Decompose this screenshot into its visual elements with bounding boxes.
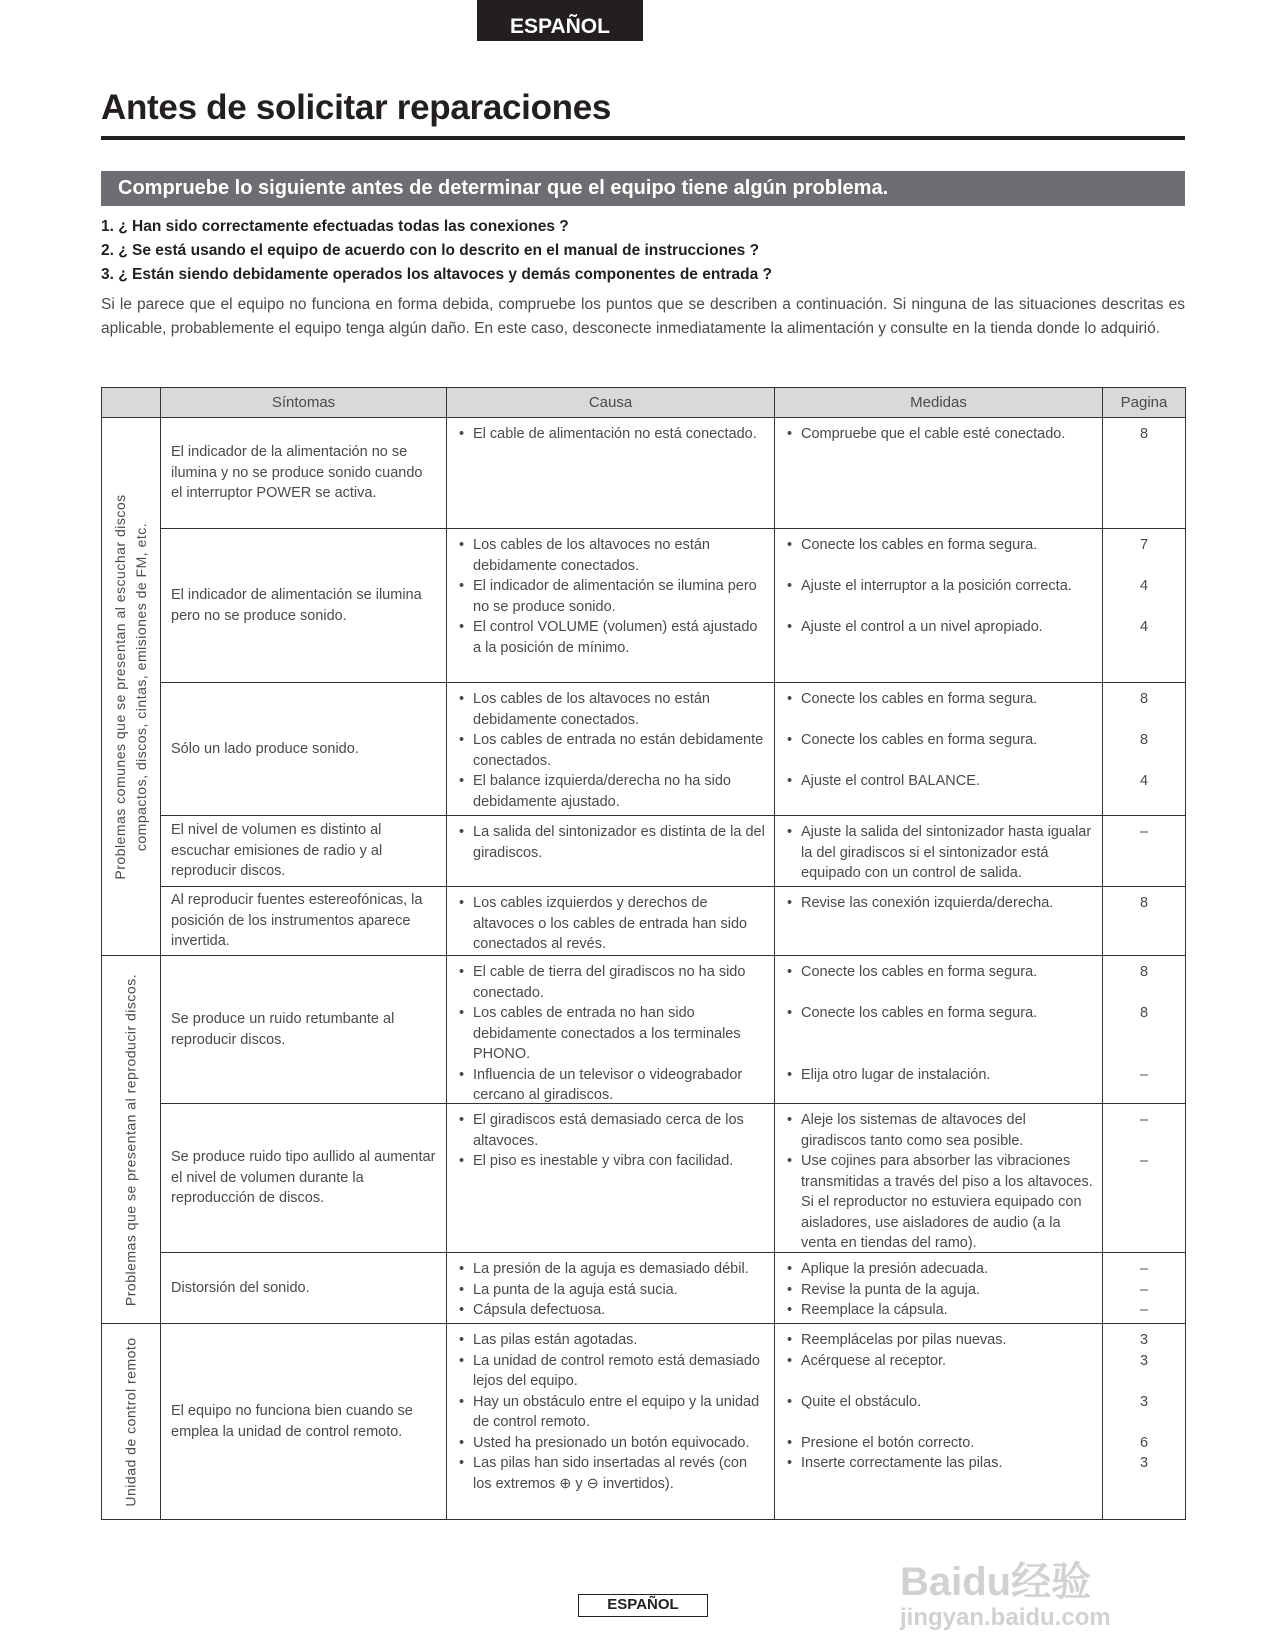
cause-text: Los cables de entrada no han sido debidamente conectados a los terminales PHONO. (473, 1005, 741, 1062)
causes-measures-cell (447, 1324, 1186, 1520)
cause-text: Cápsula defectuosa. (473, 1302, 606, 1318)
bullet-icon: • (787, 691, 793, 707)
watermark-url: jingyan.baidu.com (900, 1604, 1111, 1631)
page-number: 4 (1139, 773, 1149, 789)
causes-measures-cell (447, 1104, 1186, 1253)
troubleshooting-table (101, 387, 1186, 1520)
causes-measures-cell (447, 418, 1186, 529)
measure-item (775, 956, 1103, 1003)
bullet-icon: • (787, 895, 793, 911)
intro-paragraph: Si le parece que el equipo no funciona en forma debida, compruebe los puntos que se describen a continuación. Si ninguna de las situaciones descritas es aplicable, probablemente el equipo tenga algún daño. En este caso, desconecte inmediatamente la alimentación y consulte en la tienda donde lo adquirió. (101, 296, 1185, 337)
measure-text: Conecte los cables en forma segura. (801, 964, 1038, 980)
bullet-icon: • (459, 824, 465, 840)
cause-bullet-item (459, 962, 766, 1003)
measure-item (775, 1392, 1103, 1433)
measure-text: Acérquese al receptor. (801, 1352, 947, 1369)
causes-measures-grid (447, 683, 1185, 815)
bullet-icon: • (787, 1352, 793, 1369)
causes-measures-grid (447, 1104, 1185, 1252)
cause-item (447, 529, 775, 576)
bullet-icon: • (787, 1261, 793, 1277)
symptom-cell: Al reproducir fuentes estereofónicas, la posición de los instrumentos aparece invertida. (161, 887, 447, 956)
bullet-icon: • (459, 537, 465, 553)
symptom-cell: Distorsión del sonido. (161, 1253, 447, 1324)
table-row (102, 1253, 1186, 1324)
cell-clip (447, 1324, 1185, 1519)
measure-text: Ajuste el control BALANCE. (801, 773, 980, 789)
cause-text: Hay un obstáculo entre el equipo y la unidad de control remoto. (473, 1393, 760, 1430)
measure-text: Presione el botón correcto. (801, 1434, 975, 1451)
bullet-icon: • (787, 732, 793, 748)
cell-clip (447, 1104, 1185, 1252)
cause-text: Las pilas están agotadas. (473, 1332, 638, 1348)
measure-text: Quite el obstáculo. (801, 1393, 922, 1410)
cause-bullet-item (459, 1453, 766, 1494)
measure-item (775, 1324, 1103, 1351)
group-label: Problemas que se presentan al reproducir discos. (122, 973, 139, 1306)
cause-item (447, 1300, 775, 1323)
cause-bullet-item (459, 893, 766, 955)
measure-item (775, 730, 1103, 771)
cause-item (447, 617, 775, 682)
bullet-icon: • (787, 1112, 793, 1128)
bullet-icon: • (787, 1434, 793, 1451)
measure-item (775, 1280, 1103, 1301)
cause-bullet-item (459, 730, 766, 771)
cause-bullet-item (459, 1351, 766, 1392)
cause-text: El control VOLUME (volumen) está ajustado a la posición de mínimo. (473, 619, 758, 656)
page-number: 4 (1139, 578, 1149, 594)
cause-bullet-item (459, 822, 766, 863)
measure-bullet-item (787, 1065, 1094, 1086)
measure-bullet-item (787, 822, 1094, 884)
symptom-cell: Se produce un ruido retumbante al reproducir discos. (161, 956, 447, 1104)
measure-bullet-item (787, 535, 1094, 556)
footer-language-label: ESPAÑOL (578, 1594, 708, 1617)
page-number: – (1139, 824, 1149, 840)
cause-item (447, 816, 775, 886)
bullet-icon: • (459, 1332, 465, 1348)
bullet-icon: • (787, 1153, 793, 1169)
causes-measures-cell (447, 529, 1186, 683)
bullet-icon: • (459, 1352, 465, 1369)
group-label-cell (102, 418, 161, 956)
causes-measures-grid (447, 1253, 1185, 1323)
bullet-icon: • (459, 426, 465, 442)
cause-item (447, 887, 775, 955)
cause-item (447, 730, 775, 771)
measure-bullet-item (787, 1330, 1094, 1351)
bullet-icon: • (459, 732, 465, 748)
cause-item (447, 1104, 775, 1151)
cause-item (447, 1003, 775, 1065)
cause-bullet-item (459, 1259, 766, 1280)
causes-measures-grid (447, 816, 1185, 886)
symptom-cell: Se produce ruido tipo aullido al aumentar el nivel de volumen durante la reproducción de discos. (161, 1104, 447, 1253)
measure-bullet-item (787, 1351, 1094, 1372)
cause-bullet-item (459, 424, 766, 445)
cause-item (447, 1253, 775, 1280)
cell-clip (447, 1253, 1185, 1323)
cause-bullet-item (459, 576, 766, 617)
cause-item (447, 576, 775, 617)
bullet-icon: • (787, 824, 793, 840)
measure-bullet-item (787, 1151, 1094, 1252)
group-label-cell (102, 956, 161, 1324)
causes-measures-cell (447, 1253, 1186, 1324)
header-page: Pagina (1103, 388, 1186, 418)
causes-measures-cell (447, 683, 1186, 816)
page-number: 8 (1139, 691, 1149, 707)
measure-item (775, 1003, 1103, 1065)
measure-item (775, 1253, 1103, 1280)
cause-text: Los cables de los altavoces no están debidamente conectados. (473, 537, 710, 574)
measure-item (775, 1433, 1103, 1454)
measure-item (775, 1300, 1103, 1323)
cause-bullet-item (459, 1330, 766, 1351)
bullet-icon: • (459, 964, 465, 980)
cause-bullet-item (459, 1110, 766, 1151)
cause-bullet-item (459, 1280, 766, 1301)
causes-measures-cell (447, 887, 1186, 956)
cause-item (447, 418, 775, 528)
cause-text: La unidad de control remoto está demasiado lejos del equipo. (473, 1352, 760, 1389)
measure-bullet-item (787, 424, 1094, 445)
bullet-icon: • (787, 1332, 793, 1348)
measure-text: Conecte los cables en forma segura. (801, 537, 1038, 553)
cause-item (447, 1324, 775, 1351)
page-number: – (1139, 1066, 1149, 1083)
measure-item (775, 529, 1103, 576)
cell-clip (447, 887, 1185, 955)
cause-item (447, 1351, 775, 1392)
page-number: – (1139, 1153, 1149, 1169)
page-number: – (1139, 1261, 1149, 1277)
symptom-cell: El nivel de volumen es distinto al escuchar emisiones de radio y al reproducir discos. (161, 816, 447, 887)
language-tab-label: ESPAÑOL (510, 15, 610, 38)
language-tab (477, 0, 643, 41)
cause-item (447, 956, 775, 1003)
causes-measures-grid (447, 418, 1185, 528)
bullet-icon: • (459, 773, 465, 789)
page-number: 8 (1139, 895, 1149, 911)
measure-text: Conecte los cables en forma segura. (801, 691, 1038, 707)
measure-bullet-item (787, 1300, 1094, 1321)
header-group (102, 388, 161, 418)
page-number: 8 (1139, 426, 1149, 442)
measure-bullet-item (787, 1259, 1094, 1280)
cause-item (447, 1453, 775, 1519)
cause-text: Los cables izquierdos y derechos de altavoces o los cables de entrada han sido conectados al revés. (473, 895, 748, 952)
measure-item (775, 418, 1103, 528)
symptom-cell: Sólo un lado produce sonido. (161, 683, 447, 816)
measure-item (775, 1351, 1103, 1392)
bullet-icon: • (459, 691, 465, 707)
bullet-icon: • (459, 895, 465, 911)
cause-text: La presión de la aguja es demasiado débil. (473, 1261, 749, 1277)
cause-item (447, 1433, 775, 1454)
cause-text: El piso es inestable y vibra con facilidad. (473, 1153, 734, 1169)
measure-text: Compruebe que el cable esté conectado. (801, 426, 1066, 442)
cause-item (447, 1392, 775, 1433)
bullet-icon: • (459, 1261, 465, 1277)
cause-text: Las pilas han sido insertadas al revés (con los extremos ⊕ y ⊖ invertidos). (473, 1455, 748, 1492)
page-number: – (1139, 1281, 1149, 1298)
measure-item (775, 887, 1103, 955)
table-row (102, 887, 1186, 956)
measure-text: Use cojines para absorber las vibraciones transmitidas a través del piso a los altavoces. Si el reproductor no estuviera equipado con aisladores, use aisladores de audio (a la venta en tiendas del ramo). (801, 1153, 1093, 1251)
cell-clip (447, 683, 1185, 815)
page-number: 8 (1139, 732, 1149, 748)
cell-clip (447, 418, 1185, 528)
bullet-icon: • (459, 1112, 465, 1128)
bullet-icon: • (787, 1393, 793, 1410)
cause-text: Usted ha presionado un botón equivocado. (473, 1434, 750, 1451)
measure-item (775, 617, 1103, 682)
page-number: 8 (1139, 964, 1149, 980)
measure-bullet-item (787, 617, 1094, 638)
section-banner: Compruebe lo siguiente antes de determinar que el equipo tiene algún problema. (101, 171, 1185, 206)
measure-text: Reemplácelas por pilas nuevas. (801, 1332, 1007, 1348)
header-symptoms: Síntomas (161, 388, 447, 418)
header-cause: Causa (447, 388, 775, 418)
causes-measures-grid (447, 887, 1185, 955)
measure-item (775, 816, 1103, 886)
cause-bullet-item (459, 771, 766, 812)
table-row (102, 683, 1186, 816)
measure-bullet-item (787, 730, 1094, 751)
cause-item (447, 1065, 775, 1104)
bullet-icon: • (787, 1281, 793, 1298)
bullet-icon: • (787, 964, 793, 980)
cause-text: Influencia de un televisor o videograbador cercano al giradiscos. (473, 1066, 743, 1103)
check-item: 3. ¿ Están siendo debidamente operados los altavoces y demás componentes de entrada ? (101, 266, 773, 283)
cause-bullet-item (459, 1300, 766, 1321)
bullet-icon: • (787, 537, 793, 553)
page-number: 3 (1139, 1352, 1149, 1369)
measure-text: Aleje los sistemas de altavoces del giradiscos tanto como sea posible. (801, 1112, 1026, 1149)
bullet-icon: • (459, 619, 465, 635)
bullet-icon: • (787, 1455, 793, 1471)
measure-text: Reemplace la cápsula. (801, 1302, 948, 1318)
group-label-cell (102, 1324, 161, 1520)
measure-text: Inserte correctamente las pilas. (801, 1455, 1003, 1471)
measure-item (775, 1453, 1103, 1519)
table-row (102, 418, 1186, 529)
measure-item (775, 683, 1103, 730)
cause-bullet-item (459, 1065, 766, 1104)
page-number: 3 (1139, 1393, 1149, 1410)
bullet-icon: • (787, 1302, 793, 1318)
bullet-icon: • (459, 1281, 465, 1298)
measure-item (775, 576, 1103, 617)
table-row (102, 956, 1186, 1104)
measure-item (775, 771, 1103, 815)
bullet-icon: • (787, 1005, 793, 1021)
cause-bullet-item (459, 1151, 766, 1172)
measure-text: Ajuste el control a un nivel apropiado. (801, 619, 1043, 635)
page-title: Antes de solicitar reparaciones (101, 88, 612, 127)
table-row (102, 529, 1186, 683)
measure-bullet-item (787, 1453, 1094, 1474)
bullet-icon: • (459, 1153, 465, 1169)
group-label: Unidad de control remoto (122, 1336, 139, 1507)
cause-text: El cable de alimentación no está conectado. (473, 426, 757, 442)
table-row (102, 816, 1186, 887)
measure-bullet-item (787, 893, 1094, 914)
measure-text: Aplique la presión adecuada. (801, 1261, 989, 1277)
causes-measures-grid (447, 956, 1185, 1103)
measure-bullet-item (787, 1392, 1094, 1413)
checklist (101, 215, 772, 287)
symptom-cell: El indicador de alimentación se ilumina pero no se produce sonido. (161, 529, 447, 683)
cause-bullet-item (459, 689, 766, 730)
measure-bullet-item (787, 1433, 1094, 1454)
page-number: – (1139, 1302, 1149, 1318)
measure-bullet-item (787, 962, 1094, 983)
measure-bullet-item (787, 1110, 1094, 1151)
symptom-cell: El equipo no funciona bien cuando se emplea la unidad de control remoto. (161, 1324, 447, 1520)
measure-text: Conecte los cables en forma segura. (801, 732, 1038, 748)
causes-measures-grid (447, 529, 1185, 682)
cause-bullet-item (459, 1003, 766, 1065)
group-label: Problemas comunes que se presentan al escuchar discos compactos, discos, cintas, emisiones de FM, etc. (112, 493, 149, 880)
table-header-row (102, 388, 1186, 418)
cause-text: La punta de la aguja está sucia. (473, 1281, 678, 1298)
cause-bullet-item (459, 617, 766, 658)
header-measures: Medidas (775, 388, 1103, 418)
check-item: 2. ¿ Se está usando el equipo de acuerdo con lo descrito en el manual de instrucciones ? (101, 242, 760, 259)
measure-bullet-item (787, 689, 1094, 710)
table-row (102, 1324, 1186, 1520)
bullet-icon: • (787, 426, 793, 442)
cell-clip (447, 956, 1185, 1103)
watermark (900, 1562, 1111, 1630)
measure-bullet-item (787, 576, 1094, 597)
measure-bullet-item (787, 1003, 1094, 1024)
causes-measures-cell (447, 816, 1186, 887)
bullet-icon: • (459, 1005, 465, 1021)
cause-text: El cable de tierra del giradiscos no ha sido conectado. (473, 964, 746, 1001)
bullet-icon: • (459, 1393, 465, 1410)
page-number: 8 (1139, 1005, 1149, 1021)
bullet-icon: • (787, 578, 793, 594)
cause-text: La salida del sintonizador es distinta de la del giradiscos. (473, 824, 765, 861)
cause-text: Los cables de los altavoces no están debidamente conectados. (473, 691, 710, 728)
cause-text: El giradiscos está demasiado cerca de los altavoces. (473, 1112, 744, 1149)
page-number: 7 (1139, 537, 1149, 553)
cause-bullet-item (459, 535, 766, 576)
measure-text: Elija otro lugar de instalación. (801, 1066, 991, 1083)
cause-item (447, 1280, 775, 1301)
measure-text: Ajuste la salida del sintonizador hasta igualar la del giradiscos si el sintonizador está equipado con un control de salida. (801, 824, 1092, 881)
measure-bullet-item (787, 1280, 1094, 1301)
page-number: 6 (1139, 1434, 1149, 1451)
measure-item (775, 1151, 1103, 1252)
page-number: – (1139, 1112, 1149, 1128)
bullet-icon: • (787, 619, 793, 635)
cause-text: Los cables de entrada no están debidamente conectados. (473, 732, 764, 769)
table-row (102, 1104, 1186, 1253)
cause-text: El indicador de alimentación se ilumina pero no se produce sonido. (473, 578, 757, 615)
measure-text: Ajuste el interruptor a la posición correcta. (801, 578, 1072, 594)
measure-bullet-item (787, 771, 1094, 792)
check-item: 1. ¿ Han sido correctamente efectuadas todas las conexiones ? (101, 218, 569, 235)
cause-text: El balance izquierda/derecha no ha sido debidamente ajustado. (473, 773, 731, 810)
measure-item (775, 1104, 1103, 1151)
bullet-icon: • (459, 578, 465, 594)
page-number: 3 (1139, 1332, 1149, 1348)
cause-item (447, 1151, 775, 1252)
causes-measures-cell (447, 956, 1186, 1104)
causes-measures-grid (447, 1324, 1185, 1519)
watermark-logo: Baidu经验 (900, 1560, 1092, 1604)
cause-bullet-item (459, 1433, 766, 1454)
bullet-icon: • (459, 1434, 465, 1451)
cell-clip (447, 529, 1185, 682)
measure-item (775, 1065, 1103, 1104)
bullet-icon: • (459, 1066, 465, 1083)
cause-bullet-item (459, 1392, 766, 1433)
measure-text: Revise la punta de la aguja. (801, 1281, 980, 1298)
bullet-icon: • (459, 1302, 465, 1318)
page-number: 3 (1139, 1455, 1149, 1471)
title-rule (101, 136, 1185, 140)
measure-text: Conecte los cables en forma segura. (801, 1005, 1038, 1021)
page-number: 4 (1139, 619, 1149, 635)
symptom-cell: El indicador de la alimentación no se ilumina y no se produce sonido cuando el interruptor POWER se activa. (161, 418, 447, 529)
cause-item (447, 683, 775, 730)
bullet-icon: • (787, 773, 793, 789)
measure-text: Revise las conexión izquierda/derecha. (801, 895, 1054, 911)
cause-item (447, 771, 775, 815)
bullet-icon: • (459, 1455, 465, 1471)
bullet-icon: • (787, 1066, 793, 1083)
cell-clip (447, 816, 1185, 886)
